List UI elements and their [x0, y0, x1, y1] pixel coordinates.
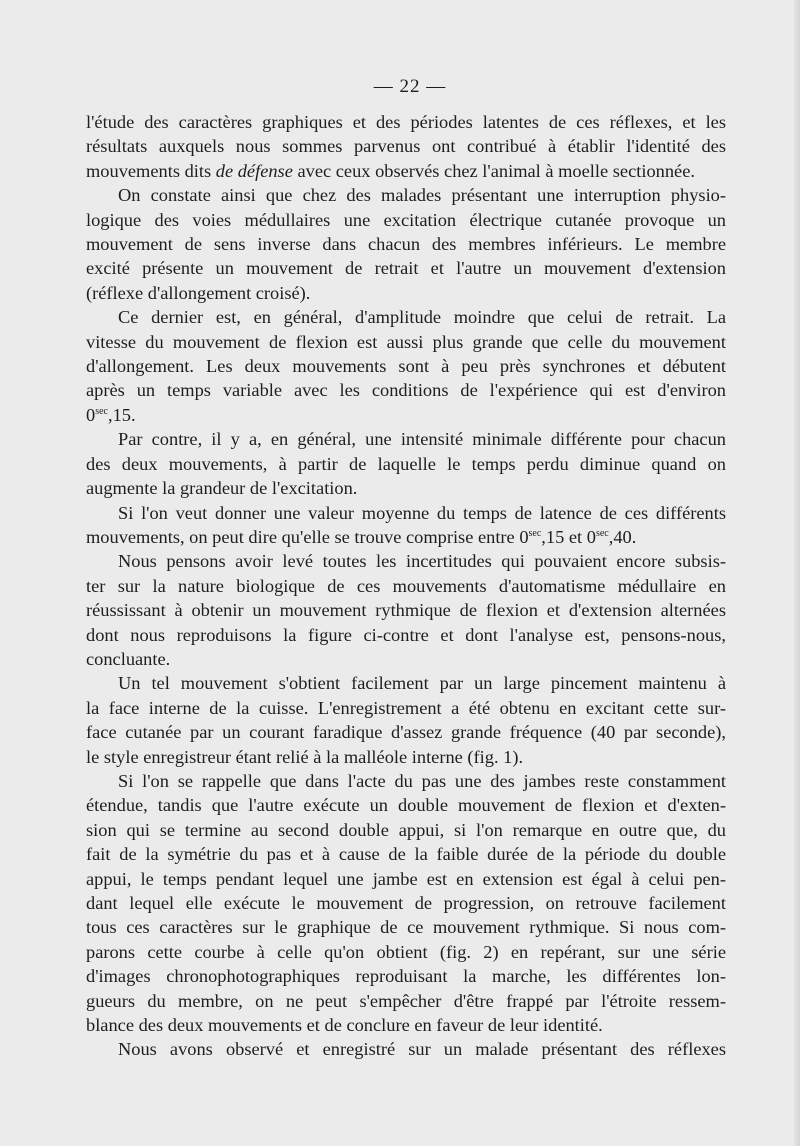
text-line: appui, le temps pendant lequel une jambe est en extension est égal à celui pen- — [86, 868, 726, 889]
text-line: d'allongement. Les deux mouvements sont à peu près synchrones et débutent — [86, 356, 726, 377]
text-span: mouvements, on peut dire qu'elle se trouve comprise entre 0 — [86, 526, 529, 547]
text-line: fait de la symétrie du pas et à cause de la faible durée de la période du double — [86, 844, 726, 865]
text-line: Si l'on veut donner une valeur moyenne du temps de latence de ces différents — [118, 502, 726, 523]
text-line: après un temps variable avec les conditions de l'expérience qui est d'environ — [86, 380, 726, 401]
unit-superscript: sec — [528, 527, 542, 539]
text-line: étendue, tandis que l'autre exécute un double mouvement de flexion et d'exten- — [86, 795, 726, 816]
text-span: avec ceux observés chez l'animal à moelle sectionnée. — [297, 160, 695, 181]
text-line — [86, 403, 726, 427]
text-line: mouvement de sens inverse dans chacun des membres inférieurs. Le membre — [86, 234, 726, 255]
text-line: augmente la grandeur de l'excitation. — [86, 478, 358, 499]
text-line: des deux mouvements, à partir de laquelle le temps perdu diminue quand on — [86, 453, 726, 474]
text-line: parons cette courbe à celle qu'on obtient (fig. 2) en repérant, sur une série — [86, 941, 726, 962]
text-line: Par contre, il y a, en général, une intensité minimale différente pour chacun — [118, 429, 726, 450]
text-line: face cutanée par un courant faradique d'assez grande fréquence (40 par seconde), — [86, 722, 726, 743]
text-line: la face interne de la cuisse. L'enregistrement a été obtenu en excitant cette sur- — [86, 697, 726, 718]
text-line: excité présente un mouvement de retrait et l'autre un mouvement d'extension — [86, 258, 726, 279]
text-line: Nous pensons avoir levé toutes les incertitudes qui pouvaient encore subsis- — [118, 551, 726, 572]
text-line: Ce dernier est, en général, d'amplitude moindre que celui de retrait. La — [118, 307, 726, 328]
text-line: Si l'on se rappelle que dans l'acte du pas une des jambes reste constamment — [118, 770, 726, 791]
text-line: blance des deux mouvements et de conclure en faveur de leur identité. — [86, 1015, 603, 1036]
text-line: (réflexe d'allongement croisé). — [86, 282, 311, 303]
text-line: tous ces caractères sur le graphique de ce mouvement rythmique. Si nous com- — [86, 917, 726, 938]
text-line: résultats auxquels nous sommes parvenus ont contribué à établir l'identité des — [86, 136, 726, 157]
text-line: On constate ainsi que chez des malades présentant une interruption physio- — [118, 185, 726, 206]
text-span: ,40. — [608, 526, 637, 547]
page-edge — [794, 0, 800, 1146]
text-line: dont nous reproduisons la figure ci-contre et dont l'analyse est, pensons-nous, — [86, 624, 726, 645]
text-line: Un tel mouvement s'obtient facilement par un large pincement maintenu à — [118, 673, 726, 694]
page-number: — 22 — — [373, 76, 447, 97]
text-span: mouvements dits — [86, 160, 212, 181]
text-line: concluante. — [86, 648, 171, 669]
text-line: logique des voies médullaires une excitation électrique cutanée provoque un — [86, 209, 726, 230]
text-line — [86, 159, 726, 183]
unit-superscript: sec — [595, 527, 609, 539]
text-line — [86, 525, 726, 549]
text-line: réussissant à obtenir un mouvement rythmique de flexion et d'extension alternées — [86, 600, 726, 621]
text-line: dant lequel elle exécute le mouvement de progression, on retrouve facilement — [86, 893, 726, 913]
page-body-text — [86, 110, 726, 1062]
text-line: gueurs du membre, on ne peut s'empêcher d'être frappé par l'étroite ressem- — [86, 990, 726, 1011]
text-line: d'images chronophotographiques reproduisant la marche, les différentes lon- — [86, 966, 726, 987]
text-line: ter sur la nature biologique de ces mouvements d'automatisme médullaire en — [86, 575, 726, 596]
text-span: 0 — [86, 404, 96, 425]
unit-superscript: sec — [95, 405, 108, 417]
text-line: l'étude des caractères graphiques et des périodes latentes de ces réflexes, et les — [86, 112, 726, 132]
text-line: Nous avons observé et enregistré sur un malade présentant des réflexes — [118, 1039, 726, 1060]
text-span: ,15 et 0 — [541, 526, 596, 547]
text-span: ,15. — [107, 404, 136, 425]
text-line: vitesse du mouvement de flexion est aussi plus grande que celle du mouvement — [86, 331, 726, 352]
italic-term: de défense — [215, 160, 293, 181]
text-line: le style enregistreur étant relié à la malléole interne (fig. 1). — [86, 746, 524, 767]
text-line: sion qui se termine au second double appui, si l'on remarque en outre que, du — [86, 819, 726, 840]
